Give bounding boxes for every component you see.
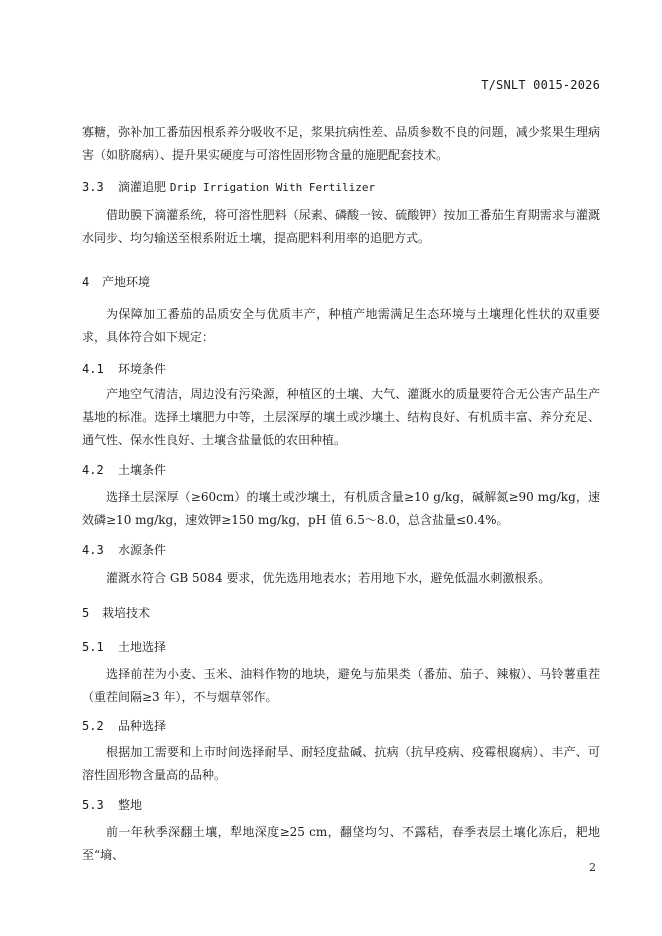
- heading-title: 品种选择: [118, 719, 167, 733]
- paragraph-5-1: 选择前茬为小麦、玉米、油料作物的地块，避免与茄果类（番茄、茄子、辣椒）、马铃薯重茬（重茬间隔≥3 年），不与烟草邻作。: [82, 667, 600, 704]
- heading-title: 栽培技术: [102, 606, 151, 620]
- standard-number: T/SNLT 0015-2026: [481, 78, 600, 92]
- heading-number: 4.3: [82, 543, 104, 557]
- paragraph-3-3: 借助膜下滴灌系统，将可溶性肥料（尿素、磷酸一铵、硫酸钾）按加工番茄生育期需求与灌溉水同步、均匀输送至根系附近土壤，提高肥料利用率的追肥方式。: [82, 208, 600, 245]
- heading-4-2: [82, 462, 600, 478]
- heading-3-3: [82, 179, 600, 196]
- heading-title: 水源条件: [118, 543, 167, 557]
- heading-title: 土壤条件: [118, 463, 167, 477]
- heading-5-3: [82, 797, 600, 813]
- heading-title: 整地: [118, 798, 143, 812]
- paragraph-4-1: 产地空气清洁，周边没有污染源，种植区的土壤、大气、灌溉水的质量要符合无公害产品生产基地的标准。选择土壤肥力中等，土层深厚的壤土或沙壤土、结构良好、有机质丰富、养分充足、通气性、保水性良好、土壤含盐量低的农田种植。: [82, 387, 600, 447]
- paragraph-5-3: 前一年秋季深翻土壤，犁地深度≥25 cm，翻垡均匀、不露秸，春季表层土壤化冻后，耙地至“墒、: [82, 825, 600, 862]
- heading-5-2: [82, 718, 600, 734]
- heading-number: 4: [82, 275, 90, 289]
- heading-number: 5: [82, 606, 90, 620]
- paragraph-4-2: 选择土层深厚（≥60cm）的壤土或沙壤土，有机质含量≥10 g/kg，碱解氮≥90 mg/kg，速效磷≥10 mg/kg，速效钾≥150 mg/kg，pH 值 6.5～8.0，总含盐量≤0.4%。: [82, 490, 600, 527]
- heading-5-1: [82, 639, 600, 655]
- heading-5: [82, 605, 600, 621]
- heading-number: 5.2: [82, 719, 104, 733]
- heading-title-cn: 滴灌追肥: [118, 180, 167, 194]
- heading-4-3: [82, 542, 600, 558]
- heading-title: 环境条件: [118, 362, 167, 376]
- heading-number: 4.2: [82, 463, 104, 477]
- heading-title: 产地环境: [102, 275, 151, 289]
- intro-paragraph: 寡糖，弥补加工番茄因根系养分吸收不足，浆果抗病性差、品质参数不良的问题，减少浆果生理病害（如脐腐病）、提升果实硬度与可溶性固形物含量的施肥配套技术。: [82, 125, 600, 162]
- heading-title: 土地选择: [118, 640, 167, 654]
- heading-number: 4.1: [82, 362, 104, 376]
- page-number: 2: [589, 861, 596, 874]
- heading-number: 5.3: [82, 798, 104, 812]
- heading-4-1: [82, 361, 600, 377]
- document-body: [82, 121, 600, 867]
- heading-title-en: Drip Irrigation With Fertilizer: [169, 181, 376, 194]
- paragraph-5-2: 根据加工需要和上市时间选择耐旱、耐轻度盐碱、抗病（抗早疫病、疫霉根腐病）、丰产、可溶性固形物含量高的品种。: [82, 745, 600, 782]
- heading-number: 3.3: [82, 180, 104, 194]
- heading-4: [82, 274, 600, 290]
- heading-number: 5.1: [82, 640, 104, 654]
- paragraph-4-3: 灌溉水符合 GB 5084 要求，优先选用地表水；若用地下水，避免低温水刺激根系。: [106, 571, 551, 585]
- paragraph-4: 为保障加工番茄的品质安全与优质丰产，种植产地需满足生态环境与土壤理化性状的双重要求，具体符合如下规定：: [82, 307, 600, 344]
